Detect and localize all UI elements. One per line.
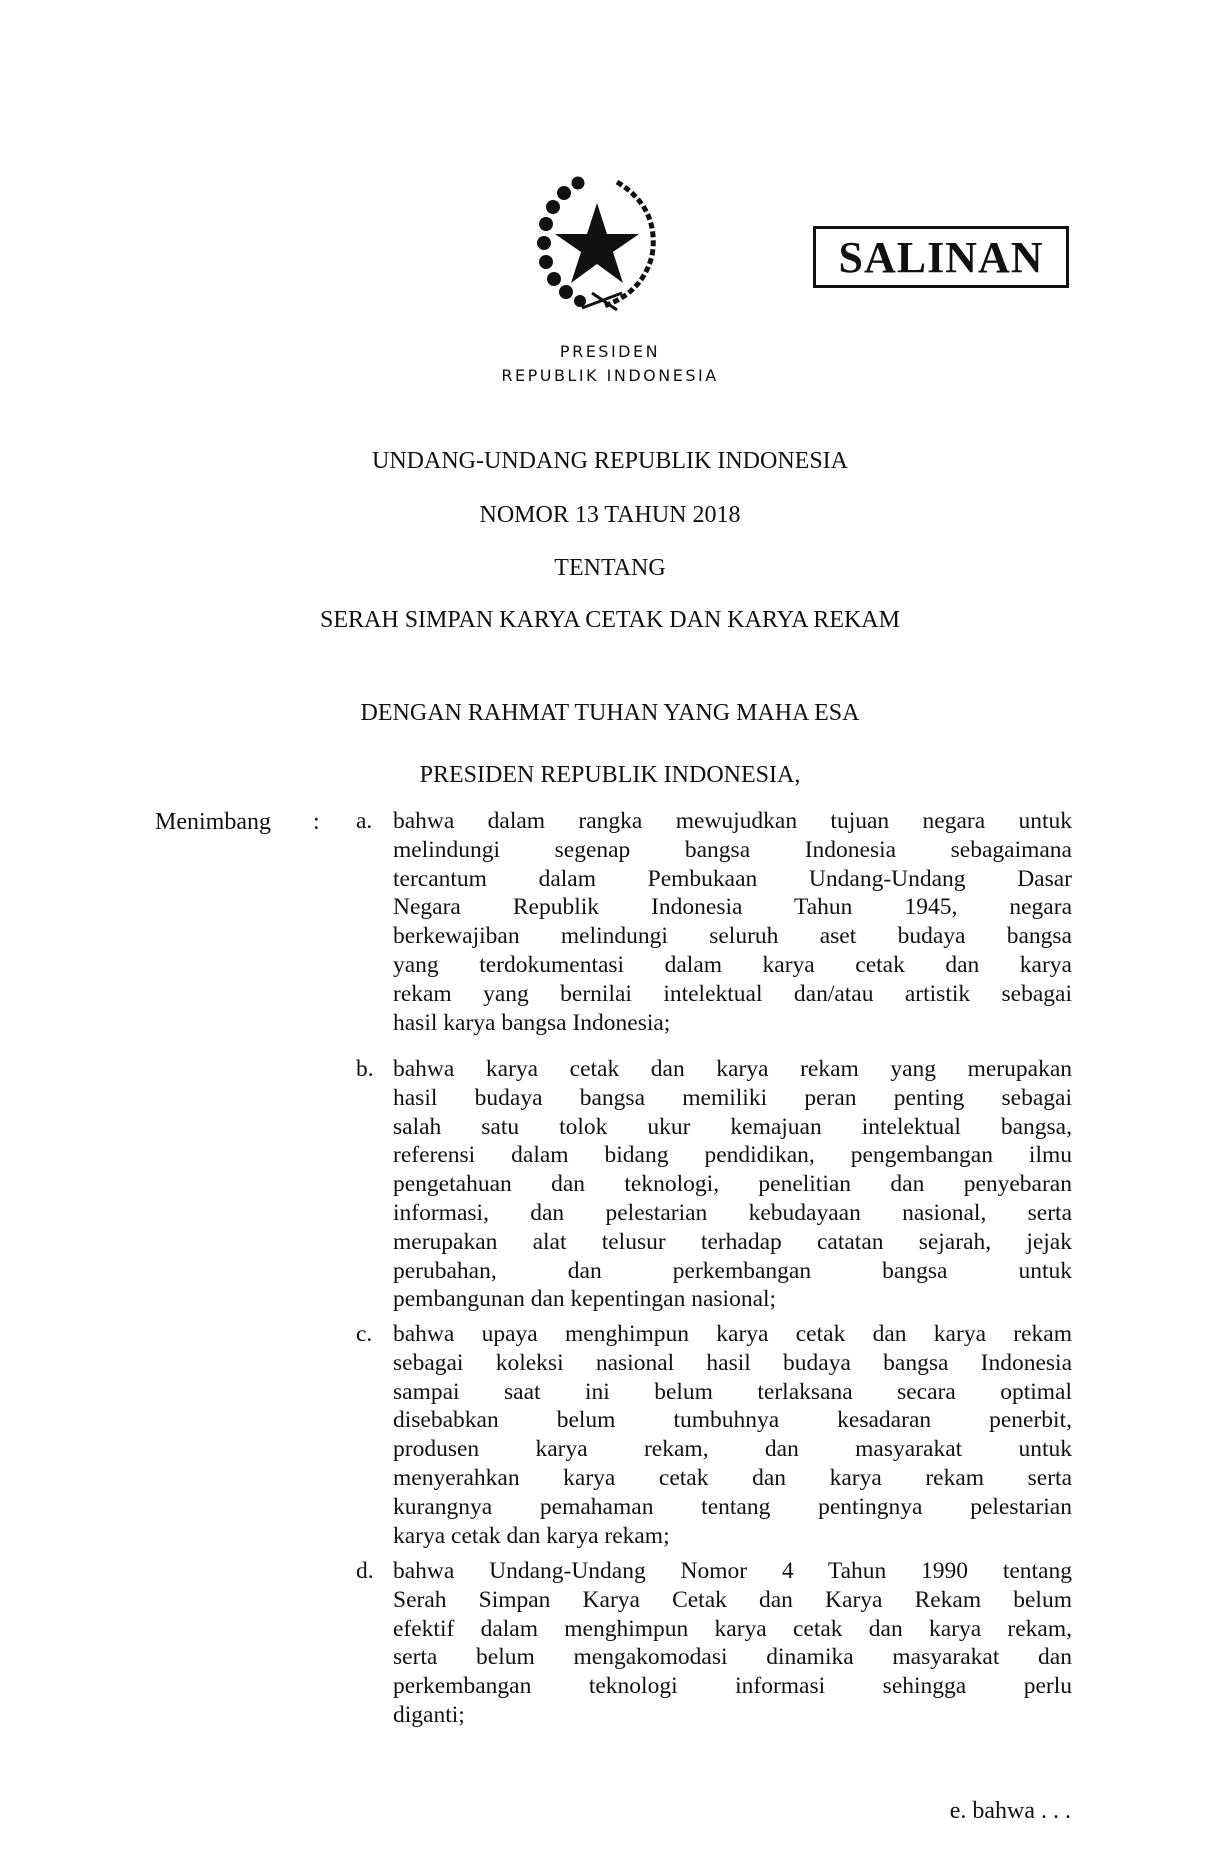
- text-line: perubahan, dan perkembangan bangsa untuk: [393, 1257, 1072, 1284]
- text-line: serta belum mengakomodasi dinamika masyarakat dan: [393, 1644, 1072, 1671]
- item-letter: b.: [356, 1056, 374, 1082]
- salinan-stamp: SALINAN: [813, 226, 1069, 288]
- text-line: pembangunan dan kepentingan nasional;: [393, 1286, 777, 1313]
- text-line: merupakan alat telusur terhadap catatan sejarah, jejak: [393, 1228, 1072, 1255]
- presidential-seal-icon: [522, 168, 672, 318]
- consideration-item-a: [356, 807, 1072, 1037]
- law-subject: SERAH SIMPAN KARYA CETAK DAN KARYA REKAM: [320, 607, 900, 633]
- preamble-line: DENGAN RAHMAT TUHAN YANG MAHA ESA: [360, 700, 860, 726]
- text-line: tercantum dalam Pembukaan Undang-Undang Dasar: [393, 865, 1072, 892]
- text-line: Serah Simpan Karya Cetak dan Karya Rekam belum: [393, 1586, 1072, 1613]
- text-line: bahwa Undang-Undang Nomor 4 Tahun 1990 tentang: [393, 1558, 1072, 1584]
- text-line: bahwa dalam rangka mewujudkan tujuan negara untuk: [393, 808, 1072, 834]
- issuer-line-1: PRESIDEN: [559, 342, 661, 361]
- text-line: hasil karya bangsa Indonesia;: [393, 1009, 671, 1036]
- text-line: efektif dalam menghimpun karya cetak dan karya rekam,: [393, 1615, 1072, 1642]
- text-line: bahwa karya cetak dan karya rekam yang merupakan: [393, 1056, 1072, 1082]
- item-letter: d.: [356, 1558, 374, 1584]
- menimbang-colon: :: [313, 809, 320, 835]
- text-line: kurangnya pemahaman tentang pentingnya pelestarian: [393, 1493, 1072, 1520]
- text-line: diganti;: [393, 1701, 465, 1728]
- law-about-label: TENTANG: [554, 555, 666, 581]
- text-line: bahwa upaya menghimpun karya cetak dan karya rekam: [393, 1321, 1072, 1347]
- consideration-item-c: [356, 1320, 1072, 1550]
- text-line: rekam yang bernilai intelektual dan/atau artistik sebagai: [393, 980, 1072, 1007]
- issuer-line-2: REPUBLIK INDONESIA: [501, 366, 719, 385]
- text-line: menyerahkan karya cetak dan karya rekam serta: [393, 1464, 1072, 1491]
- item-letter: a.: [356, 808, 373, 834]
- item-letter: c.: [356, 1321, 373, 1347]
- menimbang-label: Menimbang: [155, 809, 271, 835]
- text-line: berkewajiban melindungi seluruh aset budaya bangsa: [393, 923, 1072, 950]
- consideration-item-b: [356, 1055, 1072, 1314]
- next-page-cue: e. bahwa . . .: [949, 1798, 1071, 1824]
- text-line: disebabkan belum tumbuhnya kesadaran penerbit,: [393, 1407, 1072, 1434]
- text-line: Negara Republik Indonesia Tahun 1945, negara: [393, 894, 1072, 921]
- text-line: sampai saat ini belum terlaksana secara optimal: [393, 1378, 1072, 1405]
- text-line: hasil budaya bangsa memiliki peran penting sebagai: [393, 1084, 1072, 1111]
- enacting-authority: PRESIDEN REPUBLIK INDONESIA,: [419, 762, 801, 788]
- law-number: NOMOR 13 TAHUN 2018: [479, 502, 741, 528]
- consideration-item-d: [356, 1557, 1072, 1730]
- text-line: informasi, dan pelestarian kebudayaan nasional, serta: [393, 1199, 1072, 1226]
- text-line: perkembangan teknologi informasi sehingga perlu: [393, 1673, 1072, 1700]
- law-title: UNDANG-UNDANG REPUBLIK INDONESIA: [372, 448, 848, 474]
- text-line: karya cetak dan karya rekam;: [393, 1522, 670, 1549]
- text-line: pengetahuan dan teknologi, penelitian dan penyebaran: [393, 1171, 1072, 1198]
- text-line: melindungi segenap bangsa Indonesia sebagaimana: [393, 836, 1072, 863]
- text-line: salah satu tolok ukur kemajuan intelektual bangsa,: [393, 1113, 1072, 1140]
- text-line: yang terdokumentasi dalam karya cetak dan karya: [393, 951, 1072, 978]
- text-line: sebagai koleksi nasional hasil budaya bangsa Indonesia: [393, 1349, 1072, 1376]
- text-line: produsen karya rekam, dan masyarakat untuk: [393, 1436, 1072, 1463]
- text-line: referensi dalam bidang pendidikan, pengembangan ilmu: [393, 1142, 1072, 1169]
